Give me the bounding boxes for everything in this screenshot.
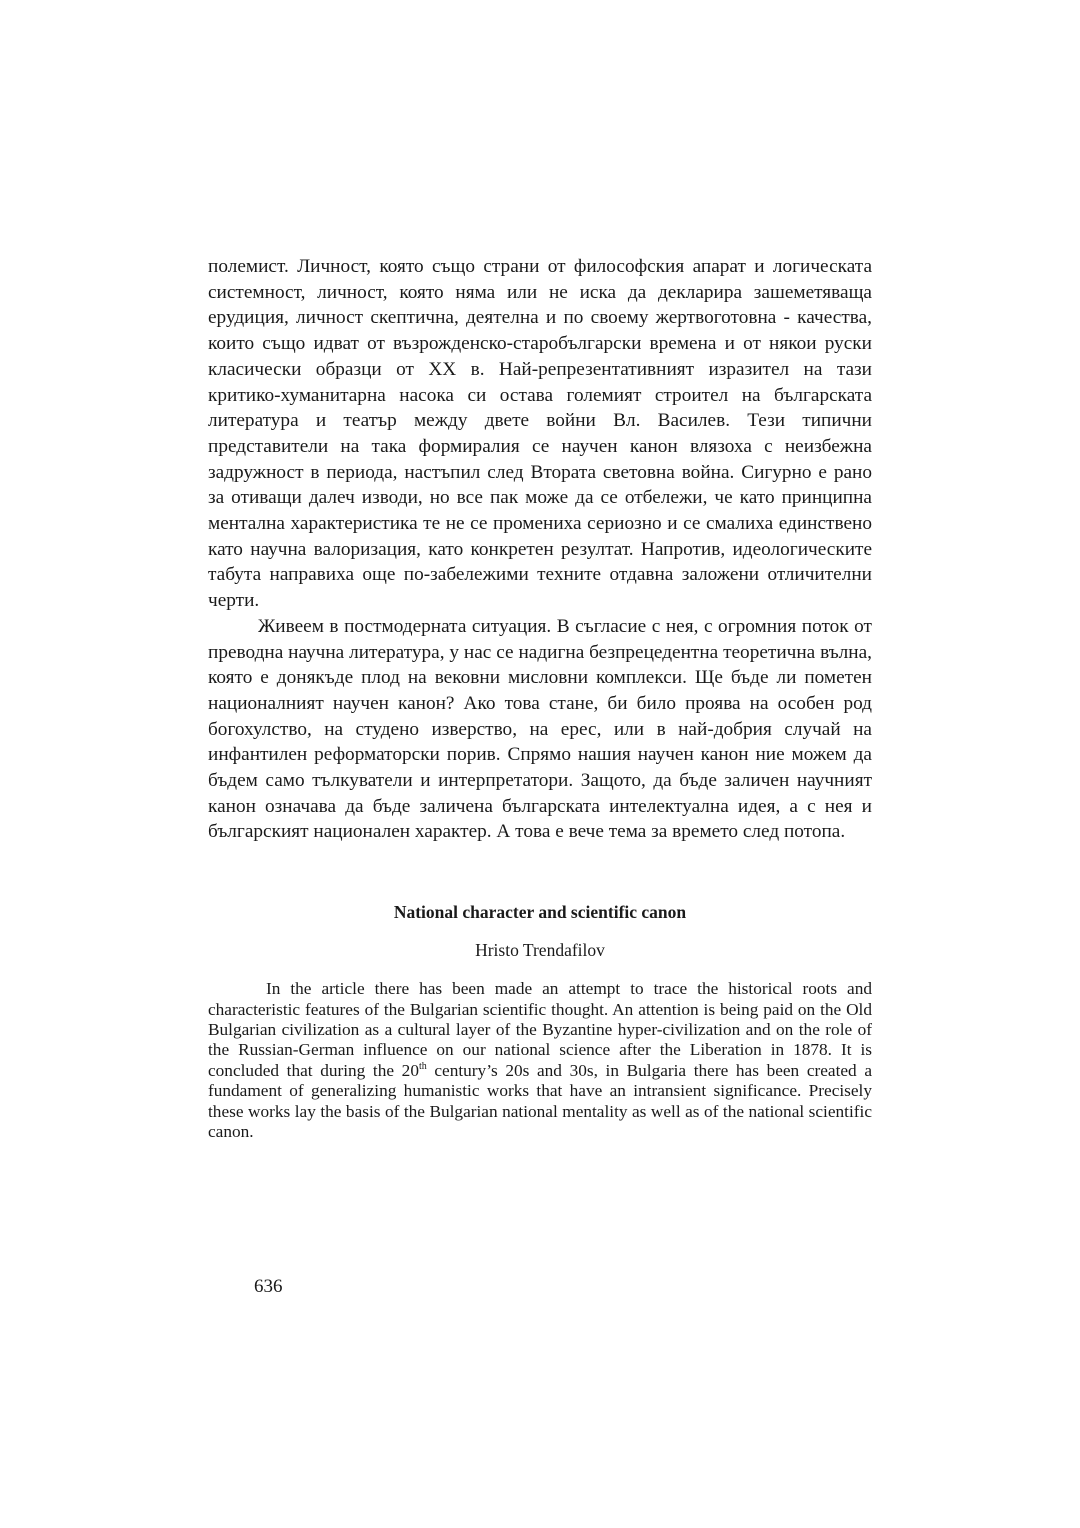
body-paragraph: полемист. Личност, която също страни от философския апарат и логическата системност, личност, която няма или не иска да декларира зашеметяваща ерудиция, личност скептична, деятелна и по своему жертвоготовна - качества, които също идват от възрожденско-старобългарски времена и от някои руски класически образци от XX в. Най-репрезентативният изразител на тази критико-хуманитарна насока си остава големият строител на българската литература и театър между двете войни Вл. Василев. Тези типични представители на така формиралия се научен канон влязоха с неизбежна задружност в периода, настъпил след Втората световна война. Сигурно е рано за отиващи далеч изводи, но все пак може да се отбележи, че като принципна ментална характеристика те не се промениха сериозно и се смалиха единствено като научна валоризация, като конкретен резултат. Напротив, идеологическите табута направиха още по-забележими техните отдавна заложени отличителни черти.: [208, 256, 872, 612]
body-paragraph: Живеем в постмодерната ситуация. В съгласие с нея, с огромния поток от преводна научна литература, у нас се надигна безпрецедентна теоретична вълна, която е донякъде плод на вековни мисловни комплекси. Ще бъде ли пометен националният научен канон? Ако това стане, би било проява на особен род богохулство, на студено изверство, на ерес, или в най-добрия случай на инфантилен реформаторски порив. Спрямо нашия научен канон ние можем да бъдем само тълкуватели и интерпретатори. Защото, да бъде заличен научният канон означава да бъде заличена българската интелектуална идея, а с нея и българският национален характер. А това е вече тема за времето след потопа.: [208, 615, 872, 843]
page-number: 636: [254, 1276, 283, 1297]
summary-text-part: century’s 20s and 30s, in Bulgaria there has been created a fundament of generalizing humanistic works that have an intransient significance. Precisely these works lay the basis of the Bulgarian national mentality as well as of the national scientific canon.: [208, 1060, 872, 1142]
ordinal-suffix: th: [418, 1061, 427, 1073]
page-content: [208, 254, 872, 1142]
article-body: [208, 254, 872, 845]
summary-paragraph: [208, 979, 872, 1142]
summary-author: Hristo Trendafilov: [475, 940, 605, 961]
summary-title: National character and scientific canon: [393, 902, 687, 923]
summary-text-part: In the article there has been made an attempt to trace the historical roots and characteristic features of the Bulgarian scientific thought. An attention is being paid on the Old Bulgarian civilization as a cultural layer of the Byzantine hyper-civilization and on the role of the Russian-German influence on our national science after the Liberation in 1878. It is concluded that during the 20: [208, 979, 872, 1080]
